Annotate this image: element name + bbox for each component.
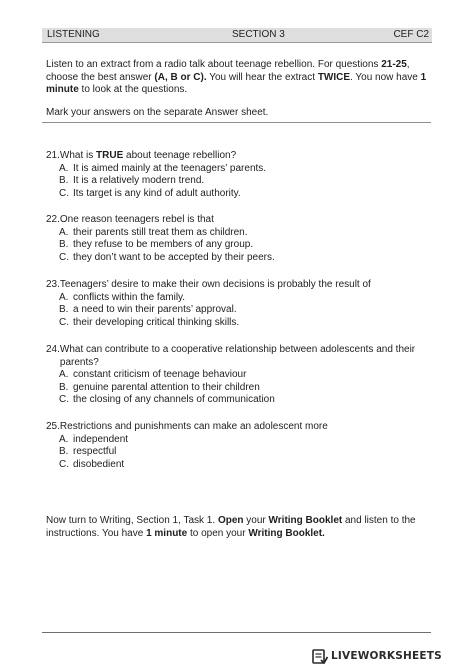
question-25 — [46, 421, 430, 471]
answer-option[interactable]: A. constant criticism of teenage behaviour — [59, 369, 247, 380]
question-text: What is TRUE about teenage rebellion? — [59, 150, 237, 161]
question-stem — [46, 344, 430, 369]
answer-option[interactable]: B. a need to win their parents’ approval. — [59, 304, 237, 315]
question-21 — [46, 150, 430, 200]
answer-sheet-note: Mark your answers on the separate Answer sheet. — [46, 107, 269, 118]
question-text: Teenagers’ desire to make their own decisions is probably the result of — [59, 279, 371, 290]
answer-option[interactable]: B. genuine parental attention to their children — [59, 381, 260, 393]
question-number: 21. — [46, 150, 60, 161]
question-stem — [46, 279, 430, 292]
answer-option[interactable]: C. disobedient — [59, 458, 125, 470]
header-level: CEF C2 — [393, 29, 429, 40]
header-section-number: SECTION 3 — [232, 29, 285, 40]
instructions-paragraph: Listen to an extract from a radio talk about teenage rebellion. For questions 21-25, choose the best answer (A, B or C). You will hear the extract TWICE. You now have 1 minute to look at the questions. — [46, 59, 427, 95]
answer-option[interactable]: B. they refuse to be members of any group. — [59, 239, 254, 250]
question-number: 25. — [46, 421, 60, 432]
question-23 — [46, 279, 430, 329]
answer-option[interactable]: A. their parents still treat them as children. — [59, 226, 248, 238]
liveworksheets-logo-icon — [312, 649, 328, 664]
question-stem — [46, 421, 430, 434]
question-stem — [46, 214, 430, 227]
footer-divider — [42, 632, 431, 633]
answer-option[interactable]: C. Its target is any kind of adult authority. — [59, 187, 241, 199]
answer-option[interactable]: A. independent — [59, 433, 129, 445]
question-number: 24. — [46, 344, 60, 355]
watermark-text: LIVEWORKSHEETS — [331, 650, 442, 662]
answer-option[interactable]: A. conflicts within the family. — [59, 291, 186, 303]
answer-option[interactable]: B. It is a relatively modern trend. — [59, 175, 205, 186]
divider — [42, 122, 431, 123]
answer-option[interactable]: C. their developing critical thinking skills. — [59, 316, 240, 328]
answer-option[interactable]: C. they don’t want to be accepted by their peers. — [59, 251, 275, 263]
question-number: 23. — [46, 279, 60, 290]
question-stem — [46, 150, 430, 163]
question-text: What can contribute to a cooperative relationship between adolescents and their parents? — [59, 344, 416, 368]
question-24 — [46, 344, 430, 407]
answer-option[interactable]: C. the closing of any channels of communication — [59, 394, 275, 405]
header-section-type: LISTENING — [47, 29, 100, 40]
question-22 — [46, 214, 430, 264]
page-header — [42, 28, 432, 43]
liveworksheets-logo — [312, 648, 442, 664]
question-number: 22. — [46, 214, 60, 225]
question-text: One reason teenagers rebel is that — [59, 214, 214, 225]
writing-section-instructions: Now turn to Writing, Section 1, Task 1. Open your Writing Booklet and listen to the instructions. You have 1 minute to open your Writing Booklet. — [46, 515, 416, 539]
answer-option[interactable]: B. respectful — [59, 446, 117, 457]
answer-option[interactable]: A. It is aimed mainly at the teenagers’ parents. — [59, 162, 267, 174]
question-text: Restrictions and punishments can make an adolescent more — [59, 421, 328, 432]
